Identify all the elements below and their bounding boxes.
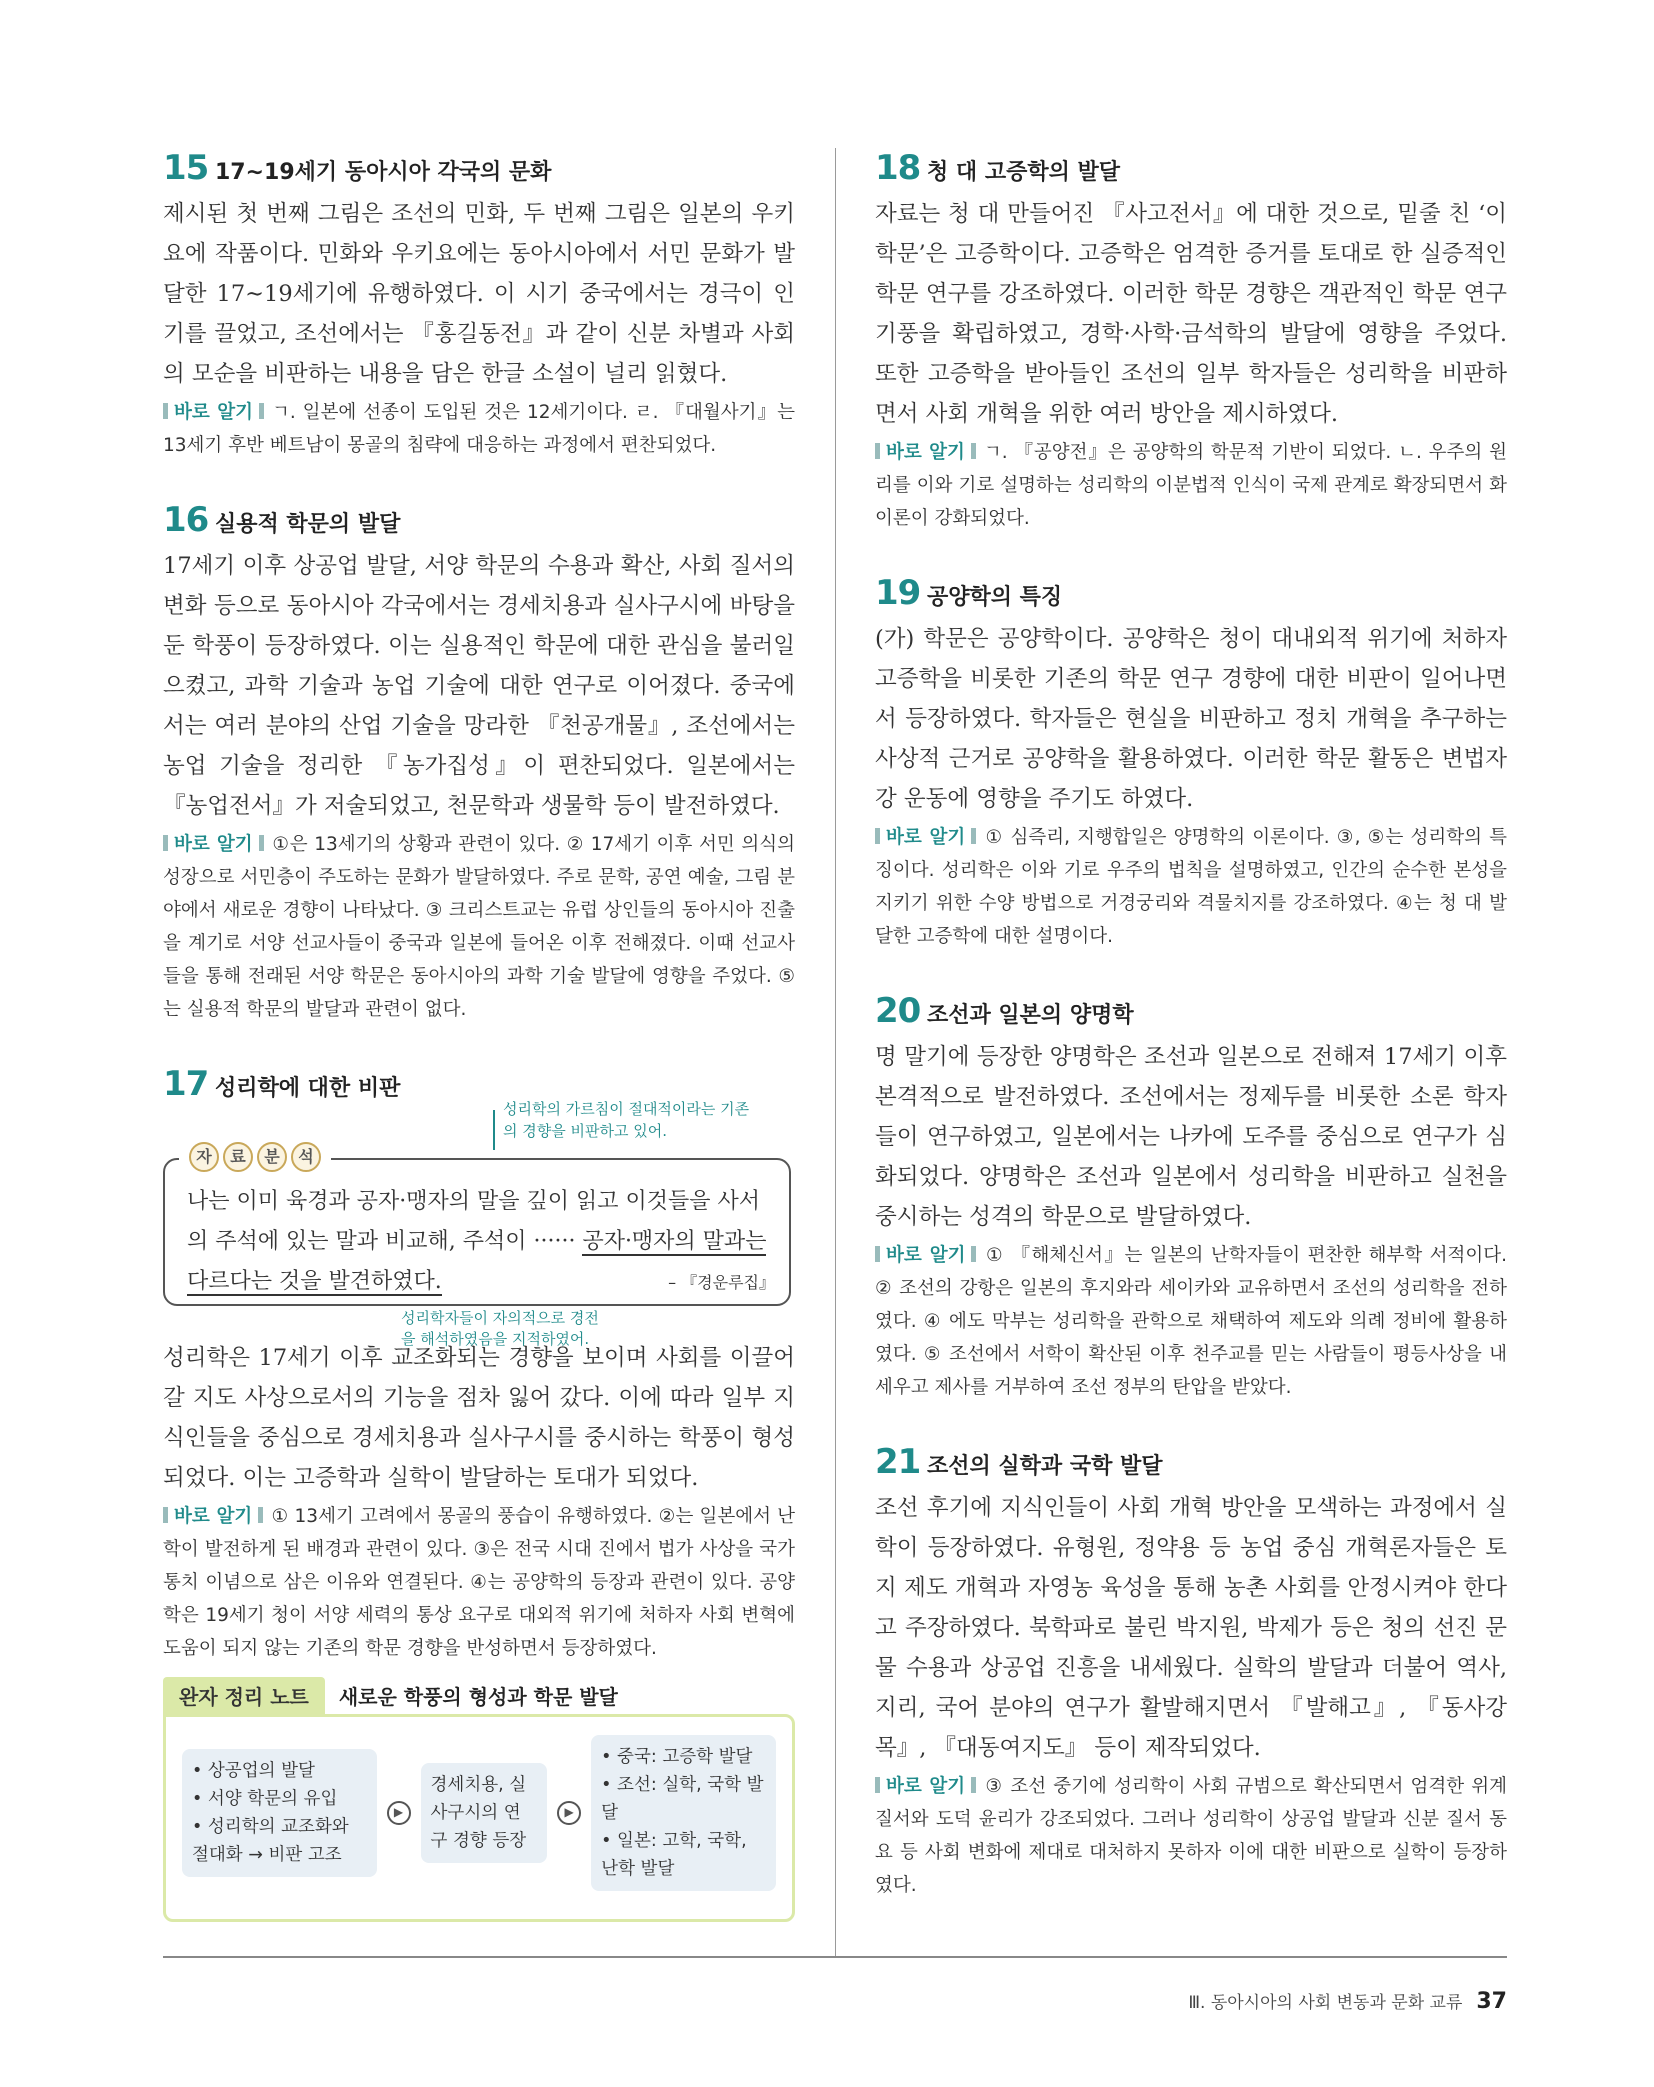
section-number: 15 — [163, 148, 209, 188]
section-body: 조선 후기에 지식인들이 사회 개혁 방안을 모색하는 과정에서 실학이 등장하였다. 유형원, 정약용 등 농업 중심 개혁론자들은 토지 제도 개혁과 자영농 육성을 통해 농촌 사회를 안정시켜야 한다고 주장하였다. 북학파로 불린 박지원, 박제가 등은 청의 선진 문물 수용과 상공업 진흥을 내세웠다. 실학의 발달과 더불어 역사, 지리, 국어 분야의 연구가 활발해지면서 『발해고』, 『동사강목』, 『대동여지도』 등이 제작되었다. — [875, 1495, 1507, 1761]
section-number: 17 — [163, 1064, 209, 1104]
check-label: 바로 알기 — [163, 402, 264, 423]
bottom-rule — [163, 1956, 1507, 1958]
section-number: 20 — [875, 991, 921, 1031]
source-citation: – 『경운루집』 — [668, 1273, 775, 1292]
badge-char: 료 — [223, 1142, 253, 1172]
badge-char: 자 — [189, 1142, 219, 1172]
summary-note — [163, 1677, 795, 1922]
section-header — [163, 500, 795, 540]
page-footer — [1188, 1988, 1507, 2014]
section-17 — [163, 1064, 795, 1665]
note-item: • 서양 학문의 유입 — [192, 1789, 338, 1809]
correct-answer-note — [163, 396, 795, 462]
section-18 — [875, 148, 1507, 535]
section-number: 16 — [163, 500, 209, 540]
section-16 — [163, 500, 795, 1026]
note-box-causes — [182, 1749, 377, 1877]
correct-answer-note — [875, 821, 1507, 953]
check-label: 바로 알기 — [875, 1776, 976, 1797]
summary-note-title: 새로운 학풍의 형성과 학문 발달 — [338, 1685, 618, 1709]
right-column — [875, 148, 1507, 1940]
check-label: 바로 알기 — [163, 834, 264, 855]
section-header — [163, 148, 795, 188]
section-header — [875, 1442, 1507, 1482]
arrow-right-icon: ▶ — [557, 1801, 581, 1825]
note-item: • 중국: 고증학 발달 — [601, 1747, 753, 1767]
check-text: ③ 조선 중기에 성리학이 사회 규범으로 확산되면서 엄격한 위계질서와 도덕 윤리가 강조되었다. 그러나 성리학이 상공업 발달과 신분 질서 동요 등 사회 변화에 제대로 대처하지 못하자 이에 대한 비판으로 실학이 등장하였다. — [875, 1776, 1507, 1896]
check-text: ① 『해체신서』는 일본의 난학자들이 편찬한 해부학 서적이다. ② 조선의 강항은 일본의 후지와라 세이카와 교유하면서 조선의 성리학을 전하였다. ④ 에도 막부는 성리학을 관학으로 채택하여 제도와 의례 정비에 활용하였다. ⑤ 조선에서 서학이 확산된 이후 천주교를 믿는 사람들이 평등사상을 내세우고 제사를 거부하여 조선 정부의 탄압을 받았다. — [875, 1245, 1507, 1398]
section-title: 성리학에 대한 비판 — [215, 1076, 401, 1101]
correct-answer-note — [163, 1500, 795, 1665]
section-body: 성리학은 17세기 이후 교조화되는 경향을 보이며 사회를 이끌어 갈 지도 사상으로서의 기능을 점차 잃어 갔다. 이에 따라 일부 지식인들을 중심으로 경세치용과 실사구시를 중시하는 학풍이 형성되었다. 이는 고증학과 실학이 발달하는 토대가 되었다. — [163, 1345, 795, 1491]
check-text: ①은 13세기의 상황과 관련이 있다. ② 17세기 이후 서민 의식의 성장으로 서민층이 주도하는 문화가 발달하였다. 주로 문학, 공연 예술, 그림 분야에서 새로운 경향이 나타났다. ③ 크리스트교는 유럽 상인들의 동아시아 진출을 계기로 서양 선교사들이 중국과 일본에 들어온 이후 전해졌다. 이때 선교사들을 통해 전래된 서양 학문은 동아시아의 과학 기술 발달에 영향을 주었다. ⑤는 실용적 학문의 발달과 관련이 없다. — [163, 834, 795, 1020]
check-text: ① 심즉리, 지행합일은 양명학의 이론이다. ③, ⑤는 성리학의 특징이다. 성리학은 이와 기로 우주의 법칙을 설명하였고, 인간의 순수한 본성을 지키기 위한 수양 방법으로 거경궁리와 격물치지를 강조하였다. ④는 청 대 발달한 고증학에 대한 설명이다. — [875, 827, 1507, 947]
check-label: 바로 알기 — [875, 442, 976, 463]
section-19 — [875, 573, 1507, 953]
badge-char: 분 — [257, 1142, 287, 1172]
summary-note-tab: 완자 정리 노트 — [163, 1677, 325, 1714]
arrow-right-icon: ▶ — [387, 1801, 411, 1825]
section-title: 공양학의 특징 — [927, 585, 1063, 610]
check-text: ① 13세기 고려에서 몽골의 풍습이 유행하였다. ②는 일본에서 난학이 발전하게 된 배경과 관련이 있다. ③은 전국 시대 진에서 법가 사상을 국가 통치 이념으로 삼은 이유와 연결된다. ④는 공양학의 등장과 관련이 있다. 공양학은 19세기 청이 서양 세력의 통상 요구로 대외적 위기에 처하자 사회 변혁에 도움이 되지 않는 기존의 학문 경향을 반성하면서 등장하였다. — [163, 1506, 795, 1659]
source-text-plain: 나는 이미 육경과 공자·맹자의 말을 깊이 읽고 이것들을 사서의 주석에 있는 말과 비교해, 주석이 ······ — [187, 1189, 760, 1254]
section-21 — [875, 1442, 1507, 1902]
page-number: 37 — [1476, 1989, 1507, 2014]
section-number: 18 — [875, 148, 921, 188]
section-title: 조선과 일본의 양명학 — [927, 1003, 1134, 1028]
section-title: 실용적 학문의 발달 — [215, 512, 401, 537]
section-header — [875, 573, 1507, 613]
section-header — [875, 148, 1507, 188]
section-title: 17∼19세기 동아시아 각국의 문화 — [215, 160, 552, 185]
check-label: 바로 알기 — [875, 827, 976, 848]
correct-answer-note — [163, 828, 795, 1026]
section-20 — [875, 991, 1507, 1404]
annotation-line — [493, 1110, 495, 1150]
check-text: ㄱ. 일본에 선종이 도입된 것은 12세기이다. ㄹ. 『대월사기』는 13세기 후반 베트남이 몽골의 침략에 대응하는 과정에서 편찬되었다. — [163, 402, 795, 456]
section-body: 제시된 첫 번째 그림은 조선의 민화, 두 번째 그림은 일본의 우키요에 작품이다. 민화와 우키요에는 동아시아에서 서민 문화가 발달한 17∼19세기에 유행하였다. 이 시기 중국에서는 경극이 인기를 끌었고, 조선에서는 『홍길동전』과 같이 신분 차별과 사회의 모순을 비판하는 내용을 담은 한글 소설이 널리 읽혔다. — [163, 201, 795, 387]
section-title: 조선의 실학과 국학 발달 — [927, 1454, 1163, 1479]
source-box — [163, 1147, 791, 1348]
correct-answer-note — [875, 1770, 1507, 1902]
chapter-title: Ⅲ. 동아시아의 사회 변동과 문화 교류 — [1188, 1993, 1463, 2013]
note-item: • 성리학의 교조화와 절대화 → 비판 고조 — [192, 1817, 349, 1865]
section-header — [875, 991, 1507, 1031]
check-text: ㄱ. 『공양전』은 공양학의 학문적 기반이 되었다. ㄴ. 우주의 원리를 이와 기로 설명하는 성리학의 이분법적 인식이 국제 관계로 확장되면서 화이론이 강화되었다. — [875, 442, 1507, 529]
note-item: • 조선: 실학, 국학 발달 — [601, 1775, 764, 1823]
summary-note-body — [163, 1714, 795, 1922]
left-column — [163, 148, 795, 1922]
section-15 — [163, 148, 795, 462]
note-item: • 일본: 고학, 국학, 난학 발달 — [601, 1831, 747, 1879]
correct-answer-note — [875, 1239, 1507, 1404]
note-box-results — [591, 1735, 776, 1891]
note-item: • 상공업의 발달 — [192, 1761, 315, 1781]
section-number: 19 — [875, 573, 921, 613]
source-analysis — [163, 1100, 795, 1348]
summary-note-header — [163, 1677, 795, 1714]
note-box-trend: 경세치용, 실사구시의 연구 경향 등장 — [421, 1763, 548, 1863]
correct-answer-note — [875, 436, 1507, 535]
section-title: 청 대 고증학의 발달 — [927, 160, 1120, 185]
annotation-bottom: 성리학자들이 자의적으로 경전을 해석하였음을 지적하였어. — [401, 1309, 599, 1348]
badge-char: 석 — [291, 1142, 321, 1172]
section-body: 자료는 청 대 만들어진 『사고전서』에 대한 것으로, 밑줄 친 ‘이 학문’은 고증학이다. 고증학은 엄격한 증거를 토대로 한 실증적인 학문 연구를 강조하였다. 이러한 학문 경향은 객관적인 학문 연구 기풍을 확립하였고, 경학·사학·금석학의 발달에 영향을 주었다. 또한 고증학을 받아들인 조선의 일부 학자들은 성리학을 비판하면서 사회 개혁을 위한 여러 방안을 제시하였다. — [875, 201, 1507, 427]
section-body: (가) 학문은 공양학이다. 공양학은 청이 대내외적 위기에 처하자 고증학을 비롯한 기존의 학문 연구 경향에 대한 비판이 일어나면서 등장하였다. 학자들은 현실을 비판하고 정치 개혁을 추구하는 사상적 근거로 공양학을 활용하였다. 이러한 학문 활동은 변법자강 운동에 영향을 주기도 하였다. — [875, 626, 1507, 812]
section-body: 17세기 이후 상공업 발달, 서양 학문의 수용과 확산, 사회 질서의 변화 등으로 동아시아 각국에서는 경세치용과 실사구시에 바탕을 둔 학풍이 등장하였다. 이는 실용적인 학문에 대한 관심을 불러일으켰고, 과학 기술과 농업 기술에 대한 연구로 이어졌다. 중국에서는 여러 분야의 산업 기술을 망라한 『천공개물』, 조선에서는 농업 기술을 정리한 『농가집성』이 편찬되었다. 일본에서는 『농업전서』가 저술되었고, 천문학과 생물학 등이 발전하였다. — [163, 553, 795, 819]
annotation-top: 성리학의 가르침이 절대적이라는 기존의 경향을 비판하고 있어. — [503, 1100, 750, 1140]
source-analysis-badge — [179, 1142, 331, 1172]
section-number: 21 — [875, 1442, 921, 1482]
source-text-underlined: 공자·맹자의 말과는 다르다는 것을 발견하였다. — [187, 1229, 767, 1294]
section-body: 명 말기에 등장한 양명학은 조선과 일본으로 전해져 17세기 이후 본격적으로 발전하였다. 조선에서는 정제두를 비롯한 소론 학자들이 연구하였고, 일본에서는 나카에 도주를 중심으로 연구가 심화되었다. 양명학은 조선과 일본에서 성리학을 비판하고 실천을 중시하는 성격의 학문으로 발달하였다. — [875, 1044, 1507, 1230]
column-divider — [835, 148, 836, 1956]
check-label: 바로 알기 — [875, 1245, 976, 1266]
check-label: 바로 알기 — [163, 1506, 263, 1527]
